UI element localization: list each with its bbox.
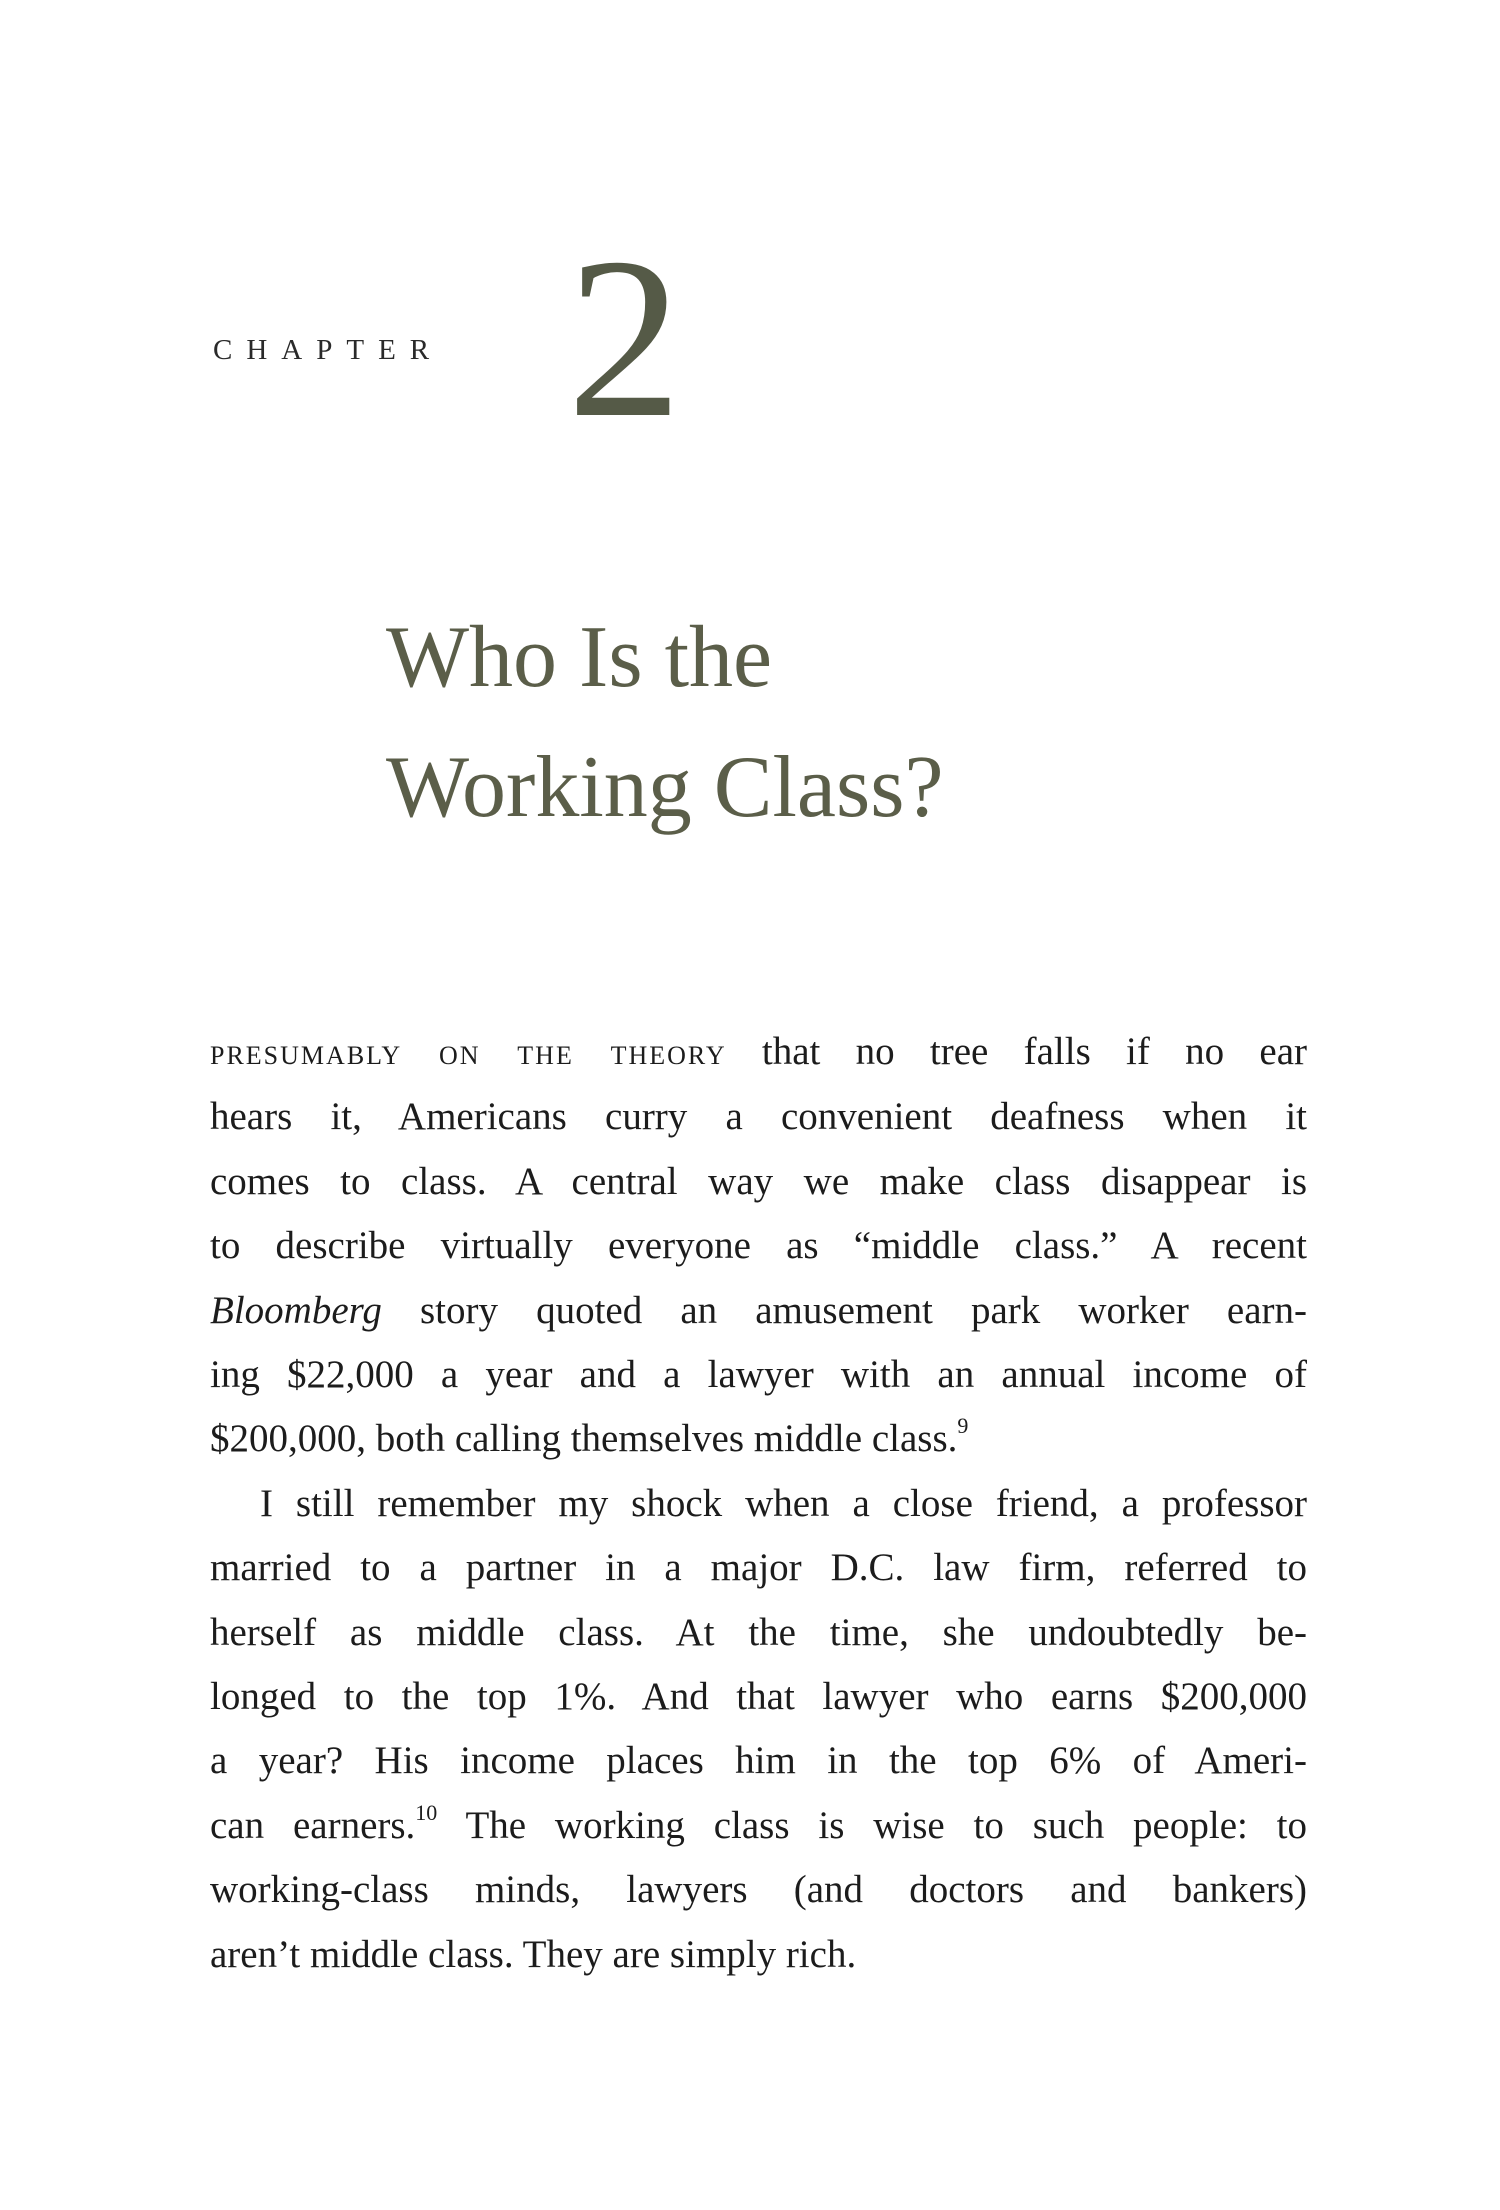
footnote-marker[interactable]: 9 [957,1413,969,1439]
text-fragment: $200,000, both calling themselves middle class. [210,1417,958,1461]
text-line: I still remember my shock when a close friend, a professor [260,1481,1307,1525]
text-line: aren’t middle class. They are simply rich. [210,1932,857,1976]
paragraph-1 [210,1020,1307,1472]
paragraph-2 [210,1472,1307,1987]
text-line: longed to the top 1%. And that lawyer who earns $200,000 [210,1675,1307,1719]
text-line: married to a partner in a major D.C. law firm, referred to [210,1546,1307,1590]
body-text [210,1020,1307,1987]
footnote-marker[interactable]: 10 [415,1799,438,1825]
chapter-title-line-2: Working Class? [386,739,944,836]
text-line [210,1020,1307,1085]
text-line: comes to class. A central way we make class disappear is [210,1159,1307,1203]
text-line: hears it, Americans curry a convenient deafness when it [210,1095,1307,1139]
text-fragment: that no tree falls if no ear [761,1030,1308,1073]
chapter-title [386,593,944,853]
text-line: a year? His income places him in the top 6% of Ameri- [210,1739,1307,1783]
text-line: ing $22,000 a year and a lawyer with an annual income of [210,1353,1307,1397]
text-fragment: can earners. [210,1803,416,1847]
text-fragment: The working class is wise to such people: to [465,1803,1308,1847]
text-line [210,1279,1307,1343]
text-line: to describe virtually everyone as “middle class.” A recent [210,1224,1307,1268]
text-line: herself as middle class. At the time, she undoubtedly be- [210,1610,1307,1654]
chapter-label: CHAPTER [213,334,444,366]
text-line [210,1407,1307,1471]
text-fragment: story quoted an amusement park worker earn- [419,1288,1307,1332]
lead-in-smallcaps: presumably on the theory [210,1032,727,1073]
publication-name: Bloomberg [210,1288,382,1332]
text-line [210,1794,1307,1858]
text-line: working-class minds, lawyers (and doctors and bankers) [210,1868,1307,1912]
chapter-title-line-1: Who Is the [386,609,773,706]
chapter-number: 2 [567,210,682,465]
